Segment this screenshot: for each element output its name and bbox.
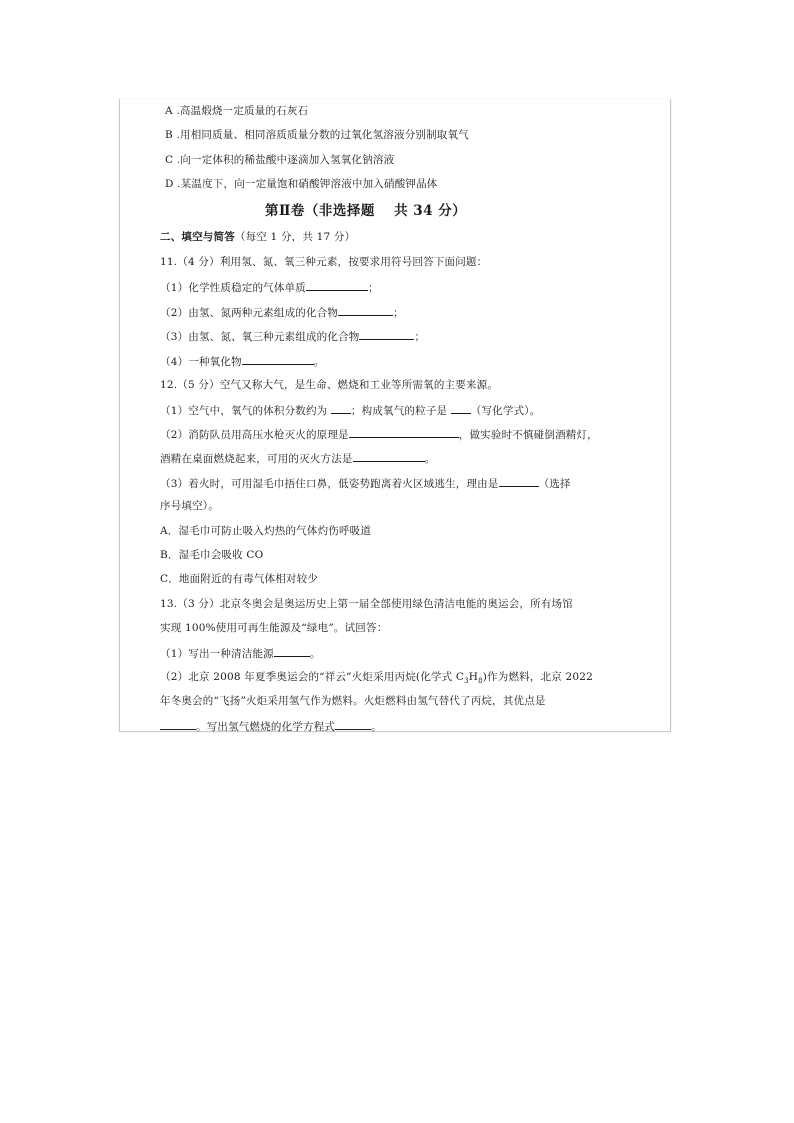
- option-d: D .某温度下，向一定量饱和硝酸钾溶液中加入硝酸钾晶体: [165, 178, 438, 190]
- answer-blank[interactable]: [242, 353, 314, 365]
- q11-part1-text: （1）化学性质稳定的气体单质: [160, 282, 306, 294]
- q12-part3: [160, 475, 571, 491]
- formula-subscript: 8: [478, 677, 483, 686]
- part-title: 第Ⅱ卷（非选择题 共 34 分）: [265, 203, 467, 219]
- answer-blank[interactable]: [160, 718, 196, 730]
- q13-part2-equation-prompt: 。写出氢气燃烧的化学方程式: [196, 721, 336, 733]
- q11-part1-end: ；: [367, 282, 379, 294]
- answer-blank[interactable]: [306, 279, 368, 291]
- section-heading-bold: 二、填空与简答: [160, 231, 235, 243]
- q13-part1-text: （1）写出一种清洁能源: [160, 648, 274, 660]
- q11-part3-end: ；: [414, 331, 426, 343]
- formula-subscript: 3: [464, 677, 469, 686]
- answer-blank[interactable]: [359, 328, 414, 340]
- q12-part1: [160, 402, 540, 418]
- section-heading: [160, 230, 355, 244]
- answer-blank[interactable]: [451, 402, 471, 414]
- q11-part4: [160, 353, 324, 369]
- q12-option-c: C．地面附近的有毒气体相对较少: [160, 573, 319, 585]
- q12-part2-text: （2）消防队员用高压水枪灭火的原理是: [160, 429, 349, 441]
- q11-part2: [160, 304, 404, 320]
- q11-part1: [160, 279, 379, 295]
- answer-blank[interactable]: [499, 475, 539, 487]
- q11-part3: [160, 328, 425, 344]
- option-a: A .高温煅烧一定质量的石灰石: [165, 105, 309, 117]
- q13-stem-cont: 实现 100%使用可再生能源及“绿电”。试回答：: [160, 622, 388, 634]
- q11-stem: 11.（4 分）利用氢、氮、氧三种元素，按要求用符号回答下面问题：: [160, 256, 488, 268]
- answer-blank[interactable]: [338, 304, 393, 316]
- q12-stem: 12.（5 分）空气又称大气，是生命、燃烧和工业等所需氧的主要来源。: [160, 379, 499, 391]
- answer-blank[interactable]: [274, 645, 310, 657]
- q13-part2-cont: 年冬奥会的“飞扬”火炬采用氢气作为燃料。火炬燃料由氢气替代了丙烷，其优点是: [160, 695, 546, 707]
- q13-stem: 13.（3 分）北京冬奥会是奥运历史上第一届全部使用绿色清洁电能的奥运会，所有场馆: [160, 598, 573, 610]
- q12-option-a: A．湿毛巾可防止吸入灼热的气体灼伤呼吸道: [160, 525, 372, 537]
- q11-part2-end: ；: [393, 307, 404, 319]
- q12-part3-mid: （选择: [538, 478, 571, 490]
- q12-part1-mid: ；构成氧气的粒子是: [350, 405, 451, 417]
- q12-part2-cont: [160, 450, 435, 466]
- q12-part3-cont: 序号填空）。: [160, 500, 219, 512]
- q12-part2-mid: ，做实验时不慎碰倒酒精灯，: [458, 429, 598, 441]
- q11-part2-text: （2）由氢、氮两种元素组成的化合物: [160, 307, 339, 319]
- q12-part1-text: （1）空气中，氧气的体积分数约为: [160, 405, 331, 417]
- q12-part2-end: 。: [424, 453, 436, 465]
- answer-blank[interactable]: [353, 450, 425, 462]
- section-heading-note: （每空 1 分，共 17 分）: [234, 231, 356, 243]
- answer-blank[interactable]: [335, 718, 371, 730]
- q12-part2: [160, 426, 598, 442]
- q13-part2-text: （2）北京 2008 年夏季奥运会的“祥云”火炬采用丙烷(化学式 C: [160, 671, 465, 683]
- option-b: B .用相同质量、相同溶质质量分数的过氧化氢溶液分别制取氧气: [165, 129, 469, 141]
- q12-option-b: B．湿毛巾会吸收 CO: [160, 549, 264, 561]
- q13-part2: [160, 670, 593, 688]
- answer-blank[interactable]: [331, 402, 351, 414]
- q13-part2-mid: )作为燃料，北京 2022: [482, 671, 594, 683]
- q11-part4-end: 。: [313, 356, 325, 368]
- q11-part3-text: （3）由氢、氮、氧三种元素组成的化合物: [160, 331, 360, 343]
- formula-element: H: [468, 671, 479, 683]
- q13-part1: [160, 645, 321, 661]
- q12-part3-text: （3）着火时，可用湿毛巾捂住口鼻，低姿势跑离着火区域逃生，理由是: [160, 478, 499, 490]
- option-c: C .向一定体积的稀盐酸中逐滴加入氢氧化钠溶液: [165, 154, 395, 166]
- q13-part1-end: 。: [309, 648, 321, 660]
- q12-part1-end: （写化学式）。: [470, 405, 541, 417]
- q13-part2-end: 。: [371, 721, 382, 733]
- q12-part2-cont-text: 酒精在桌面燃烧起来，可用的灭火方法是: [160, 453, 353, 465]
- q13-part2-end-line: [160, 718, 382, 734]
- answer-blank[interactable]: [349, 426, 459, 438]
- q11-part4-text: （4）一种氧化物: [160, 356, 242, 368]
